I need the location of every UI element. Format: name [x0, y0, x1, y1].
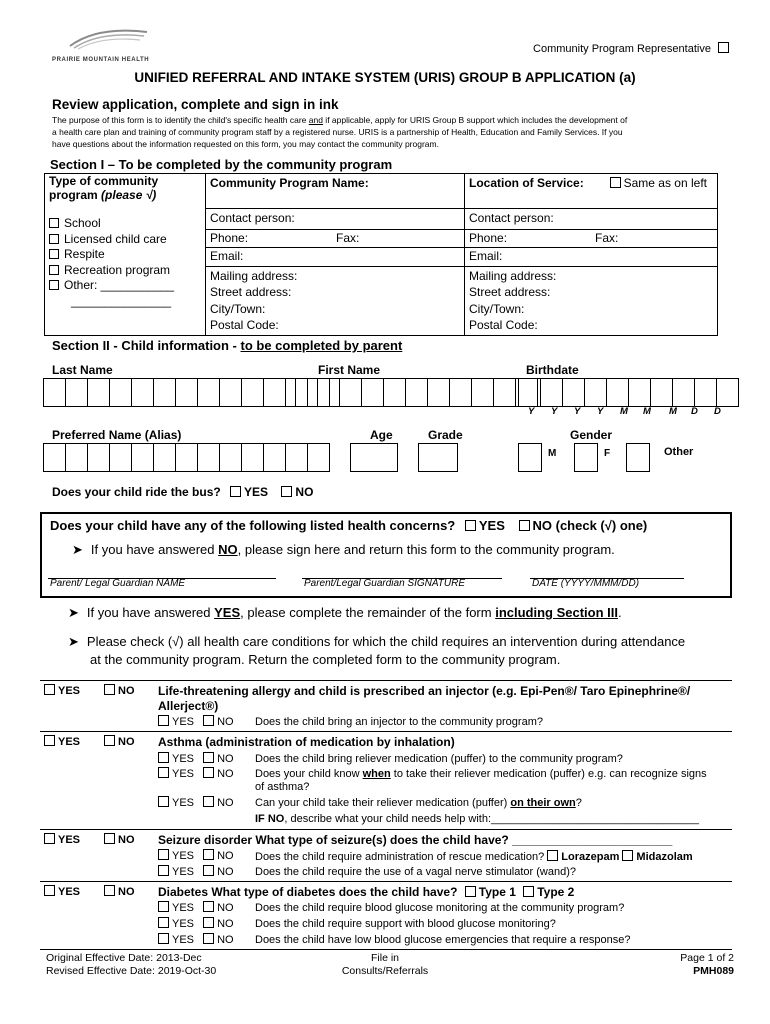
program-type-child-care[interactable]: Licensed child care — [49, 232, 201, 248]
concerns-yes-checkbox[interactable] — [465, 520, 476, 531]
section2-heading: Section II - Child information - to be completed by parent — [52, 338, 403, 353]
logo-swoosh-icon — [52, 26, 152, 50]
gender-other-box[interactable] — [626, 443, 650, 472]
asthma-q3-yn[interactable]: YES NO — [158, 796, 234, 809]
allergy-q1: Does the child bring an injector to the community program? — [255, 716, 543, 728]
seizure-yes[interactable]: YES — [44, 833, 80, 846]
guardian-signature-line[interactable] — [302, 564, 502, 579]
asthma-if-no[interactable]: IF NO, describe what your child needs help with:__________________________________ — [255, 813, 700, 825]
purpose-text: The purpose of this form is to identify the child's specific health care and if applicable, apply for URIS Group B support which includes the development of a health care plan and training of community program staff by a registered nurse. URIS is a partnership of Health, Education and Family Services. If you have questions about the information requested on this form, you may contact the community program. — [52, 115, 628, 149]
seizure-no[interactable]: NO — [104, 833, 135, 846]
concerns-no-checkbox[interactable] — [519, 520, 530, 531]
guardian-sig-label: Parent/Legal Guardian SIGNATURE — [304, 578, 466, 589]
checkbox[interactable] — [49, 280, 59, 290]
check-instruction: ➤ Please check (√) all health care conditions for which the child requires an intervention during attendance at the community program. Return the completed form to the community program. — [68, 634, 686, 667]
guardian-name-label: Parent/ Legal Guardian NAME — [50, 578, 186, 589]
diabetes-q2-yn[interactable]: YES NO — [158, 917, 234, 930]
checkbox[interactable] — [49, 234, 59, 244]
checkbox[interactable] — [49, 265, 59, 275]
if-no-instruction: ➤ If you have answered NO, please sign here and return this form to the community program. — [72, 542, 615, 557]
diabetes-title: Diabetes What type of diabetes does the child have? Type 1 Type 2 — [158, 885, 575, 899]
org-name: PRAIRIE MOUNTAIN HEALTH — [52, 57, 150, 63]
footer-file: File in Consults/Referrals — [341, 952, 429, 977]
grade-box[interactable] — [418, 443, 458, 472]
rep-label: Community Program Representative — [533, 43, 711, 55]
asthma-yes[interactable]: YES — [44, 735, 80, 748]
first-name-label: First Name — [318, 363, 381, 377]
contact-left: Contact person: Phone: Fax: Email: Mailing address: Street address: City/Town: Postal Code: — [206, 209, 465, 336]
gender-m-label: M — [548, 448, 557, 459]
checkbox[interactable] — [49, 249, 59, 259]
footer-page: Page 1 of 2 PMH089 — [680, 952, 734, 977]
health-concerns-box — [40, 512, 732, 598]
form-subtitle: Review application, complete and sign in ink — [52, 97, 339, 112]
type1-checkbox[interactable] — [465, 886, 476, 897]
diabetes-q1: Does the child require blood glucose monitoring at the community program? — [255, 902, 625, 914]
diabetes-no[interactable]: NO — [104, 885, 135, 898]
seizure-title[interactable]: Seizure disorder What type of seizure(s) does the child have? ________________________ — [158, 833, 673, 847]
program-type-list — [49, 216, 201, 309]
diabetes-q2: Does the child require support with blood glucose monitoring? — [255, 918, 556, 930]
seizure-q2: Does the child require the use of a vagal nerve stimulator (wand)? — [255, 866, 577, 878]
last-name-label: Last Name — [52, 363, 113, 377]
allergy-title: Life-threatening allergy and child is prescribed an injector (e.g. Epi-Pen®/ Taro Epinephrine®/ Allerject®) — [158, 684, 691, 713]
birthdate-label: Birthdate — [526, 363, 579, 377]
gender-other-label: Other — [664, 446, 694, 458]
checkbox[interactable] — [49, 218, 59, 228]
logo — [52, 26, 152, 62]
gender-f-box[interactable] — [574, 443, 598, 472]
gender-m-box[interactable] — [518, 443, 542, 472]
location-field[interactable]: Location of Service: Same as on left — [465, 174, 718, 209]
concerns-question-row: Does your child have any of the following listed health concerns? YES NO (check (√) one) — [50, 518, 648, 533]
asthma-no[interactable]: NO — [104, 735, 135, 748]
arrow-icon: ➤ — [72, 542, 83, 557]
section1-heading: Section I – To be completed by the community program — [50, 157, 393, 172]
diabetes-q1-yn[interactable]: YES NO — [158, 901, 234, 914]
type-label: Type of community — [49, 174, 159, 188]
same-as-left-checkbox[interactable] — [610, 177, 621, 188]
first-name-boxes[interactable] — [296, 378, 538, 407]
lorazepam-checkbox[interactable] — [547, 850, 558, 861]
birthdate-boxes[interactable] — [519, 378, 739, 407]
midazolam-checkbox[interactable] — [622, 850, 633, 861]
program-type-recreation[interactable]: Recreation program — [49, 263, 201, 279]
program-type-respite[interactable]: Respite — [49, 247, 201, 263]
date-line[interactable] — [530, 564, 684, 579]
section1-table: Type of community program (please √) School Licensed child care Respite Recreation program Other: ___________ _______________ Community Program Name: Location of Service: Same as on left Contact person: Phone: Fax: Email: Mailing address: Street address: City/Town: Postal Code: Contact person: Phone: Fax: Email: Mailing address: Street address: City/Town: Postal Code: — [44, 173, 718, 336]
rep-checkbox[interactable] — [718, 42, 729, 53]
preferred-name-label: Preferred Name (Alias) — [52, 428, 182, 442]
program-type-other[interactable]: Other: ___________ — [49, 278, 201, 294]
date-format-label: DATE (YYYY/MMM/DD) — [532, 578, 640, 589]
seizure-q1-yn[interactable]: YES NO — [158, 849, 234, 862]
asthma-q1: Does the child bring reliever medication (puffer) to the community program? — [255, 753, 623, 765]
asthma-title: Asthma (administration of medication by inhalation) — [158, 735, 455, 749]
seizure-q2-yn[interactable]: YES NO — [158, 865, 234, 878]
bus-yes-checkbox[interactable] — [230, 486, 241, 497]
gender-label: Gender — [570, 428, 613, 442]
contact-right: Contact person: Phone: Fax: Email: Mailing address: Street address: City/Town: Postal Code: — [465, 209, 718, 336]
asthma-q2-yn[interactable]: YES NO — [158, 767, 234, 780]
rep-checkbox-row[interactable] — [533, 42, 732, 55]
form-title: UNIFIED REFERRAL AND INTAKE SYSTEM (URIS) GROUP B APPLICATION (a) — [134, 70, 636, 85]
arrow-icon: ➤ — [68, 605, 79, 620]
diabetes-q3: Does the child have low blood glucose emergencies that require a response? — [255, 934, 631, 946]
asthma-q1-yn[interactable]: YES NO — [158, 752, 234, 765]
last-name-boxes[interactable] — [44, 378, 330, 407]
arrow-icon: ➤ — [68, 634, 79, 649]
bus-question-row: Does your child ride the bus? YES NO — [52, 485, 314, 499]
program-type-school[interactable]: School — [49, 216, 201, 232]
diabetes-q3-yn[interactable]: YES NO — [158, 933, 234, 946]
if-yes-instruction: ➤ If you have answered YES, please complete the remainder of the form including Section III. — [68, 605, 622, 620]
age-label: Age — [370, 428, 393, 442]
gender-f-label: F — [604, 448, 611, 459]
age-boxes[interactable] — [350, 443, 398, 472]
asthma-q3: Can your child take their reliever medication (puffer) on their own? — [255, 797, 582, 809]
allergy-yes[interactable]: YES — [44, 684, 80, 697]
diabetes-yes[interactable]: YES — [44, 885, 80, 898]
program-name-field[interactable]: Community Program Name: — [206, 174, 465, 209]
allergy-q1-yn[interactable]: YES NO — [158, 715, 234, 728]
other-line[interactable]: _______________ — [71, 293, 172, 308]
grade-label: Grade — [428, 428, 463, 442]
bus-no-checkbox[interactable] — [281, 486, 292, 497]
type2-checkbox[interactable] — [523, 886, 534, 897]
seizure-q1: Does the child require administration of rescue medication? Lorazepam Midazolam — [255, 851, 693, 863]
allergy-no[interactable]: NO — [104, 684, 135, 697]
guardian-name-line[interactable] — [48, 564, 276, 579]
asthma-q2: Does your child know when to take their reliever medication (puffer) e.g. can recognize signs of asthma? — [255, 768, 707, 793]
preferred-name-boxes[interactable] — [44, 443, 330, 472]
footer-dates: Original Effective Date: 2013-Dec Revised Effective Date: 2019-Oct-30 — [46, 952, 217, 977]
